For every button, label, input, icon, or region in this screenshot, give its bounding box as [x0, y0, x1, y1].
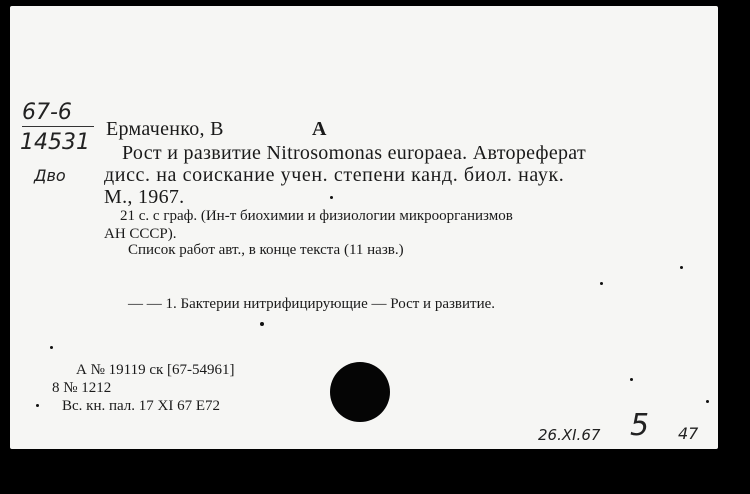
catalog-card [10, 6, 718, 449]
collation-line-2: АН СССР). [104, 226, 177, 242]
record-line-3: Вс. кн. пал. 17 XI 67 Е72 [62, 398, 221, 414]
author-initial: А [312, 118, 327, 140]
call-number-line1: 67-6 [22, 100, 72, 125]
bibliography-note: Список работ авт., в конце текста (11 назв.) [128, 242, 404, 258]
handwritten-date: 26.XI.67 [538, 426, 601, 444]
scan-speck [260, 322, 264, 326]
handwritten-mark: 5 [630, 408, 650, 443]
scan-speck [680, 266, 683, 269]
scan-speck [50, 346, 53, 349]
handwritten-corner: 47 [678, 424, 699, 443]
record-line-1: А № 19119 ск [67-54961] [76, 362, 235, 378]
scan-speck [330, 196, 333, 199]
scan-speck [706, 400, 709, 403]
title-line-2: дисс. на соискание учен. степени канд. биол. наук. [104, 164, 565, 186]
call-number-line3: Дво [34, 166, 66, 185]
scan-speck [36, 404, 39, 407]
record-line-2: 8 № 1212 [52, 380, 112, 396]
subject-heading: — — 1. Бактерии нитрифицирующие — Рост и развитие. [128, 296, 496, 312]
punch-hole [330, 362, 390, 422]
call-number-line2: 14531 [20, 130, 90, 155]
call-number-underline [22, 126, 94, 127]
scan-speck [600, 282, 603, 285]
author-name: Ермаченко, В [106, 118, 224, 140]
collation-line-1: 21 с. с граф. (Ин-т биохимии и физиологии микроорганизмов [120, 208, 513, 224]
title-line-1: Рост и развитие Nitrosomonas europaea. Автореферат [122, 142, 586, 164]
title-line-3: М., 1967. [104, 186, 185, 208]
scan-speck [630, 378, 633, 381]
